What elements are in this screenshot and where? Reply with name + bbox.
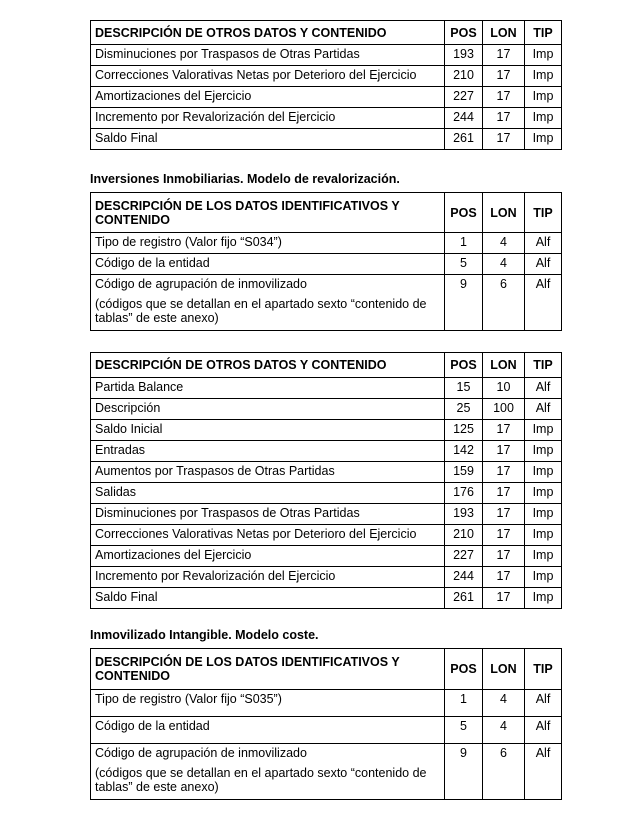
cell-descripcion-text: Descripción [95, 401, 161, 415]
cell-descripcion [91, 45, 445, 66]
cell-descripcion-text: Tipo de registro (Valor fijo “S035”) [95, 692, 282, 706]
cell-note-text: (códigos que se detallan en el apartado sexto “contenido de tablas” de este anexo) [95, 766, 427, 794]
cell-tip: Alf [525, 744, 562, 800]
cell-lon: 4 [483, 233, 525, 254]
header-tip: TIP [525, 353, 562, 378]
cell-pos: 1 [445, 233, 483, 254]
cell-pos: 210 [445, 66, 483, 87]
cell-pos: 159 [445, 462, 483, 483]
cell-lon: 4 [483, 717, 525, 744]
cell-tip: Imp [525, 420, 562, 441]
cell-pos: 261 [445, 129, 483, 150]
cell-pos: 193 [445, 504, 483, 525]
cell-tip: Imp [525, 108, 562, 129]
header-descripcion: DESCRIPCIÓN DE OTROS DATOS Y CONTENIDO [91, 21, 445, 45]
header-tip: TIP [525, 193, 562, 233]
cell-lon: 4 [483, 690, 525, 717]
cell-pos: 5 [445, 254, 483, 275]
cell-pos: 1 [445, 690, 483, 717]
table-row [91, 504, 562, 525]
cell-descripcion-text: Tipo de registro (Valor fijo “S034”) [95, 235, 282, 249]
cell-lon: 17 [483, 45, 525, 66]
table-row [91, 420, 562, 441]
cell-pos: 9 [445, 744, 483, 800]
cell-pos: 210 [445, 525, 483, 546]
header-pos: POS [445, 193, 483, 233]
cell-descripcion [91, 567, 445, 588]
cell-descripcion [91, 399, 445, 420]
cell-descripcion-text: Amortizaciones del Ejercicio [95, 548, 252, 562]
cell-descripcion-text: Saldo Final [95, 131, 158, 145]
table-datos-identificativos-1 [90, 192, 562, 331]
cell-lon: 17 [483, 66, 525, 87]
header-lon: LON [483, 649, 525, 690]
table-row [91, 45, 562, 66]
cell-descripcion-text: Código de la entidad [95, 719, 210, 733]
cell-descripcion [91, 525, 445, 546]
header-lon: LON [483, 353, 525, 378]
header-descripcion: DESCRIPCIÓN DE OTROS DATOS Y CONTENIDO [91, 353, 445, 378]
cell-descripcion [91, 87, 445, 108]
cell-descripcion [91, 66, 445, 87]
table-row [91, 275, 562, 331]
cell-descripcion [91, 233, 445, 254]
cell-lon: 17 [483, 483, 525, 504]
table-header-row [91, 21, 562, 45]
cell-note-text: (códigos que se detallan en el apartado sexto “contenido de tablas” de este anexo) [95, 297, 427, 325]
cell-descripcion [91, 378, 445, 399]
cell-descripcion [91, 462, 445, 483]
cell-lon: 17 [483, 546, 525, 567]
cell-descripcion [91, 717, 445, 744]
cell-descripcion-text: Código de agrupación de inmovilizado [95, 277, 307, 291]
cell-descripcion-text: Disminuciones por Traspasos de Otras Partidas [95, 506, 360, 520]
cell-descripcion [91, 420, 445, 441]
cell-pos: 9 [445, 275, 483, 331]
table-otros-datos-2 [90, 352, 562, 609]
cell-pos: 261 [445, 588, 483, 609]
header-lon: LON [483, 21, 525, 45]
cell-lon: 17 [483, 441, 525, 462]
cell-pos: 176 [445, 483, 483, 504]
header-descripcion: DESCRIPCIÓN DE LOS DATOS IDENTIFICATIVOS Y CONTENIDO [91, 649, 445, 690]
cell-lon: 17 [483, 108, 525, 129]
cell-descripcion [91, 744, 445, 800]
cell-descripcion [91, 546, 445, 567]
cell-descripcion [91, 254, 445, 275]
cell-tip: Imp [525, 504, 562, 525]
cell-tip: Imp [525, 525, 562, 546]
cell-pos: 5 [445, 717, 483, 744]
header-pos: POS [445, 649, 483, 690]
cell-tip: Imp [525, 441, 562, 462]
header-pos: POS [445, 353, 483, 378]
cell-descripcion [91, 504, 445, 525]
cell-lon: 17 [483, 588, 525, 609]
cell-tip: Imp [525, 567, 562, 588]
cell-pos: 15 [445, 378, 483, 399]
cell-descripcion [91, 275, 445, 331]
cell-descripcion-text: Incremento por Revalorización del Ejercicio [95, 569, 336, 583]
table-header-row [91, 649, 562, 690]
table-row [91, 441, 562, 462]
table-row [91, 129, 562, 150]
table-row [91, 66, 562, 87]
cell-lon: 17 [483, 525, 525, 546]
cell-descripcion [91, 690, 445, 717]
cell-pos: 25 [445, 399, 483, 420]
cell-tip: Imp [525, 462, 562, 483]
table-header-row [91, 353, 562, 378]
cell-descripcion-text: Incremento por Revalorización del Ejercicio [95, 110, 336, 124]
cell-tip: Alf [525, 399, 562, 420]
cell-lon: 17 [483, 87, 525, 108]
table-row [91, 108, 562, 129]
header-descripcion: DESCRIPCIÓN DE LOS DATOS IDENTIFICATIVOS Y CONTENIDO [91, 193, 445, 233]
section-title-inversiones-inmobiliarias: Inversiones Inmobiliarias. Modelo de revalorización. [90, 172, 400, 186]
cell-descripcion-text: Disminuciones por Traspasos de Otras Partidas [95, 47, 360, 61]
cell-tip: Alf [525, 233, 562, 254]
table-row [91, 87, 562, 108]
cell-tip: Imp [525, 87, 562, 108]
cell-lon: 6 [483, 744, 525, 800]
table-row [91, 254, 562, 275]
table-row [91, 690, 562, 717]
cell-tip: Alf [525, 275, 562, 331]
cell-descripcion [91, 129, 445, 150]
cell-lon: 6 [483, 275, 525, 331]
cell-descripcion-text: Saldo Inicial [95, 422, 163, 436]
table-header-row [91, 193, 562, 233]
cell-tip: Imp [525, 66, 562, 87]
cell-pos: 227 [445, 546, 483, 567]
cell-tip: Imp [525, 546, 562, 567]
cell-descripcion-text: Saldo Final [95, 590, 158, 604]
cell-tip: Imp [525, 129, 562, 150]
table-row [91, 233, 562, 254]
cell-descripcion-text: Correcciones Valorativas Netas por Deterioro del Ejercicio [95, 68, 417, 82]
cell-lon: 17 [483, 567, 525, 588]
cell-lon: 17 [483, 420, 525, 441]
table-row [91, 567, 562, 588]
cell-tip: Alf [525, 690, 562, 717]
cell-descripcion-text: Código de la entidad [95, 256, 210, 270]
cell-descripcion [91, 108, 445, 129]
cell-pos: 125 [445, 420, 483, 441]
cell-tip: Imp [525, 45, 562, 66]
table-row [91, 717, 562, 744]
cell-lon: 4 [483, 254, 525, 275]
cell-pos: 142 [445, 441, 483, 462]
table-datos-identificativos-2 [90, 648, 562, 800]
cell-descripcion-text: Salidas [95, 485, 136, 499]
section-title-inmovilizado-intangible: Inmovilizado Intangible. Modelo coste. [90, 628, 319, 642]
cell-descripcion [91, 588, 445, 609]
cell-descripcion-text: Aumentos por Traspasos de Otras Partidas [95, 464, 335, 478]
cell-tip: Imp [525, 588, 562, 609]
table-row [91, 483, 562, 504]
table-row [91, 378, 562, 399]
table-row [91, 744, 562, 800]
cell-descripcion [91, 441, 445, 462]
cell-descripcion-text: Entradas [95, 443, 146, 457]
cell-descripcion [91, 483, 445, 504]
cell-tip: Alf [525, 717, 562, 744]
cell-tip: Imp [525, 483, 562, 504]
cell-pos: 227 [445, 87, 483, 108]
header-pos: POS [445, 21, 483, 45]
table-otros-datos-1 [90, 20, 562, 150]
cell-descripcion-text: Correcciones Valorativas Netas por Deterioro del Ejercicio [95, 527, 417, 541]
cell-pos: 193 [445, 45, 483, 66]
header-tip: TIP [525, 21, 562, 45]
cell-pos: 244 [445, 567, 483, 588]
table-row [91, 546, 562, 567]
table-row [91, 588, 562, 609]
cell-lon: 17 [483, 462, 525, 483]
cell-tip: Alf [525, 378, 562, 399]
cell-descripcion-text: Código de agrupación de inmovilizado [95, 746, 307, 760]
cell-descripcion-text: Partida Balance [95, 380, 184, 394]
header-lon: LON [483, 193, 525, 233]
table-row [91, 525, 562, 546]
table-row [91, 399, 562, 420]
cell-descripcion-text: Amortizaciones del Ejercicio [95, 89, 252, 103]
cell-tip: Alf [525, 254, 562, 275]
cell-lon: 17 [483, 504, 525, 525]
cell-lon: 100 [483, 399, 525, 420]
cell-lon: 10 [483, 378, 525, 399]
cell-pos: 244 [445, 108, 483, 129]
header-tip: TIP [525, 649, 562, 690]
table-row [91, 462, 562, 483]
cell-lon: 17 [483, 129, 525, 150]
